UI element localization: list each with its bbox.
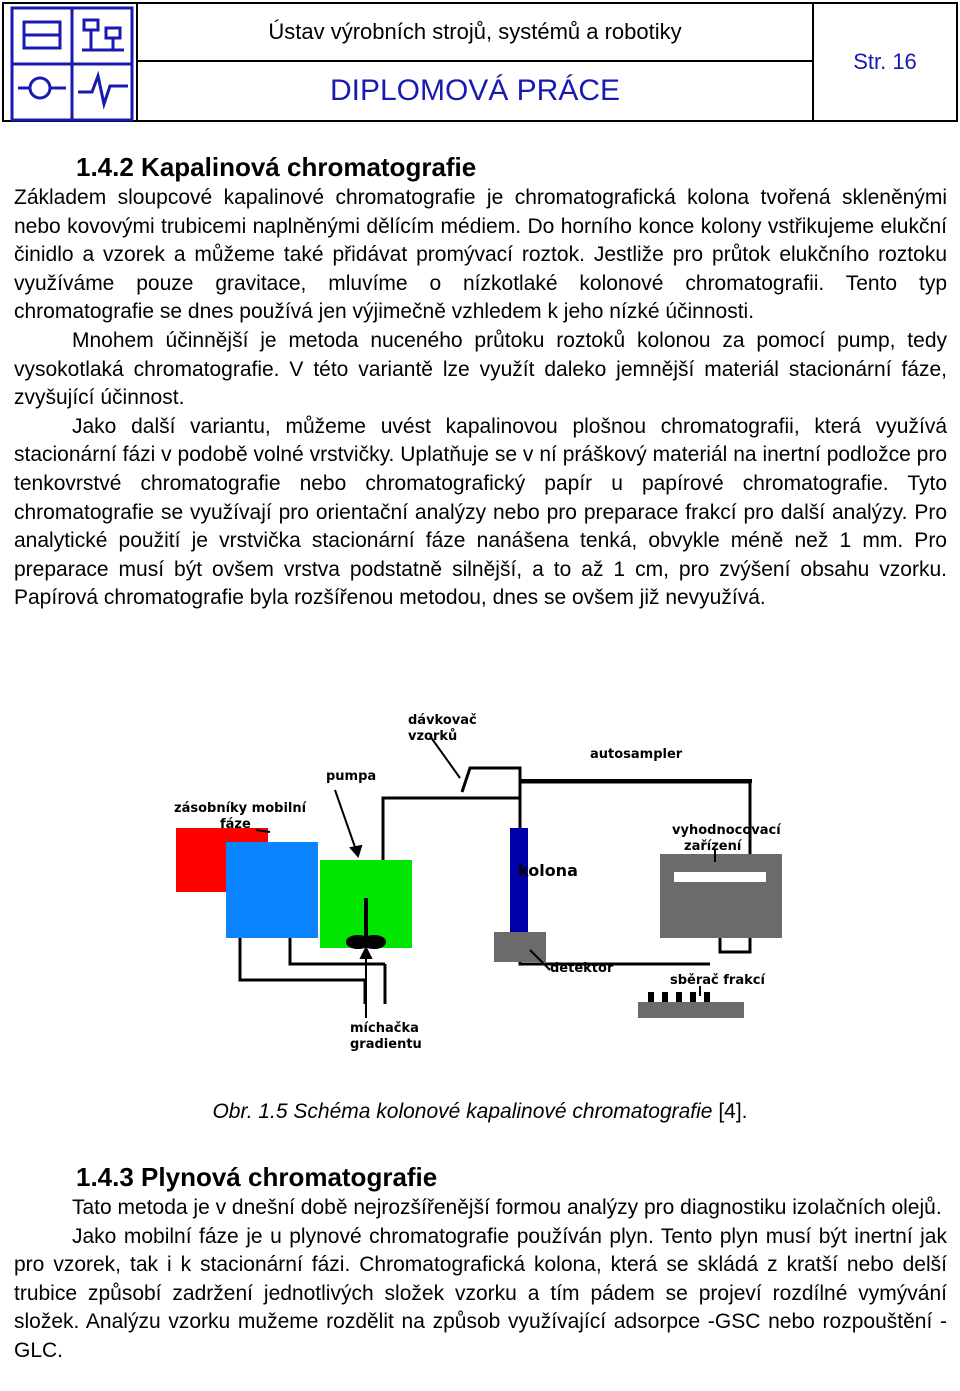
- section-gas-chromatography: [14, 1160, 947, 1366]
- hplc-schematic: [160, 702, 800, 1082]
- label-reservoirs-1: zásobníky mobilní: [174, 801, 307, 816]
- section-heading: 1.4.2 Kapalinová chromatografie: [76, 152, 477, 182]
- paragraph: Základem sloupcové kapalinové chromatografie je chromatografická kolona tvořená skleněnými nebo kovovými trubicemi naplněnými dělícím médiem. Do horního konce kolony vstřikujeme elukční činidlo a vzorek a můžeme také přidávat promývací roztok. Jestliže pro průtok elukčního roztoku využíváme pouze gravitace, mluvíme o nízkotlaké kolonové chromatografii. Tento typ chromatografie se dnes používá jen výjimečně vzhledem k jeho nízké účinnosti.: [14, 186, 947, 324]
- fraction-collector: [638, 1002, 744, 1018]
- figure-caption: [0, 1100, 960, 1124]
- caption-text: Obr. 1.5 Schéma kolonové kapalinové chromatografie: [212, 1100, 713, 1123]
- column: [510, 828, 528, 936]
- label-column: kolona: [518, 861, 578, 880]
- paragraph: Mnohem účinnější je metoda nuceného průtoku roztoků kolonou za pomocí pump, tedy vysokotlaká chromatografie. V této variantě lze využít daleko jemnější materiál stacionární fáze, zvyšující účinnost.: [14, 328, 947, 410]
- reservoir-blue: [226, 842, 318, 938]
- institute-logo: [2, 2, 138, 122]
- paragraph: Tato metoda je v dnešní době nejrozšířenější formou analýzy pro diagnostiku izolačních olejů.: [72, 1196, 942, 1219]
- caption-reference: [4].: [712, 1100, 748, 1123]
- section-liquid-chromatography: [14, 150, 947, 613]
- label-collector: sběrač frakcí: [670, 973, 765, 988]
- document-type: DIPLOMOVÁ PRÁCE: [138, 62, 814, 122]
- page-number: Str. 16: [814, 2, 958, 122]
- label-autosampler: autosampler: [590, 747, 683, 762]
- label-reservoirs-2: fáze: [220, 817, 251, 832]
- label-mixer-2: gradientu: [350, 1037, 422, 1052]
- label-evaluation-2: zařízení: [684, 839, 742, 854]
- autosampler-line: [520, 779, 752, 783]
- display-slot: [674, 872, 766, 882]
- label-detector: detektor: [550, 961, 614, 976]
- label-injector-1: dávkovač: [408, 713, 477, 728]
- label-injector-2: vzorků: [408, 729, 458, 744]
- paragraph: Jako další variantu, můžeme uvést kapalinovou plošnou chromatografii, která využívá stacionární fázi v podobě volné vrstvičky. Uplatňuje se v ní práškový materiál na inertní podložce pro tenkovrstvé chromatografie nebo chromatografický papír u papírové chromatografie. Tyto chromatografie se využívají pro orientační analýzy nebo pro preparace frakcí pro další analýzy. Pro analytické použití je vrstvička stacionární fáze nanášena tenká, obvykle méně než 1 mm. Pro preparace musí být ovšem vrstva podstatně silnější, a to až 1 cm, pro zvýšení obsahu vzorku. Papírová chromatografie byla rozšířenou metodou, dnes se ovšem již nevyužívá.: [14, 414, 947, 610]
- section-heading: 1.4.3 Plynová chromatografie: [76, 1162, 438, 1192]
- hplc-diagram: [160, 702, 800, 1082]
- page-header: [0, 0, 960, 124]
- label-pump: pumpa: [326, 769, 377, 784]
- evaluation-device: [660, 854, 782, 938]
- label-evaluation-1: vyhodnocovací: [672, 823, 781, 838]
- institute-name: Ústav výrobních strojů, systémů a robotiky: [138, 2, 814, 62]
- label-mixer-1: míchačka: [350, 1021, 419, 1036]
- logo-icon: [10, 6, 134, 122]
- paragraph: Jako mobilní fáze je u plynové chromatografie používán plyn. Tento plyn musí být inertní jak pro vzorek, tak i k stacionární fázi. Chromatografická kolona, která se skládá z kratší nebo delší trubice způsobí zadržení jednotlivých složek vzorku a tím pádem se projeví rozdílné vymývání složek. Analýzu vzorku mužeme rozdělit na způsob využívající adsorpce -GSC nebo rozpouštění - GLC.: [14, 1224, 947, 1362]
